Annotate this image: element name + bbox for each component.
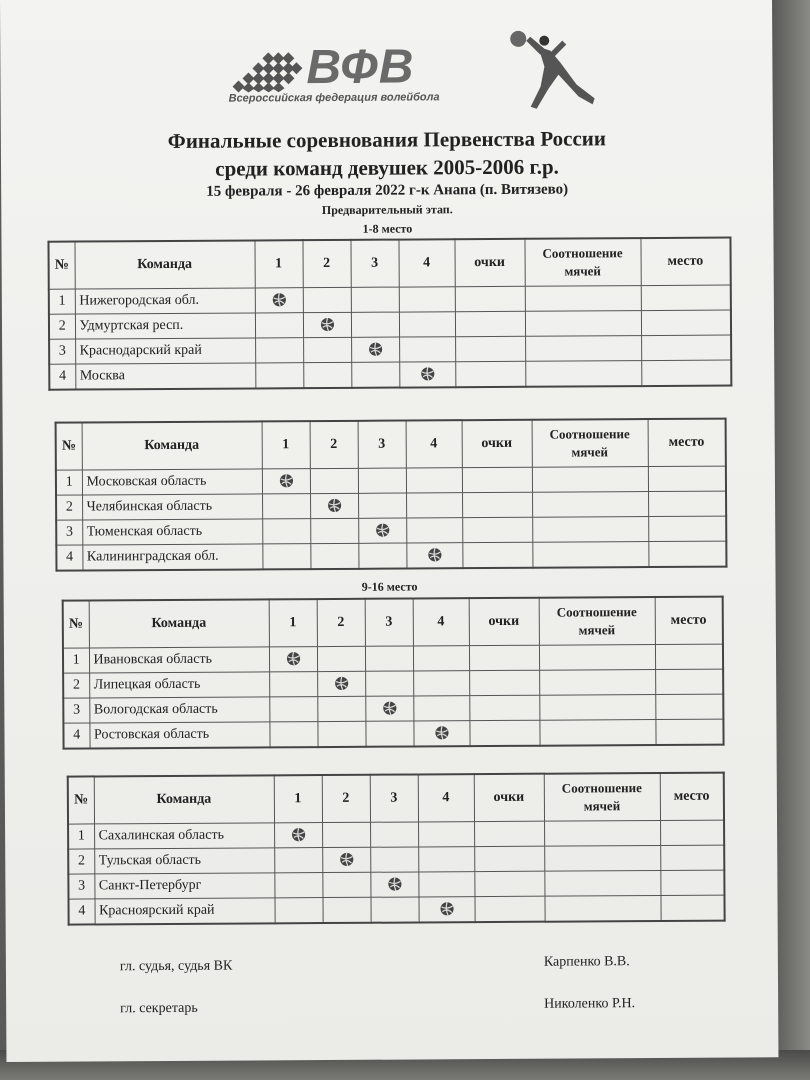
- header-row: [48, 238, 730, 290]
- self-match-cell: [413, 721, 469, 747]
- header-row: [63, 597, 723, 649]
- chief-secretary-role: гл. секретарь: [120, 1000, 198, 1017]
- col-ratio-header: [539, 597, 655, 645]
- place-cell: [648, 516, 726, 541]
- result-cell: [269, 672, 317, 697]
- result-cell: [351, 362, 399, 388]
- col-3-header: 3: [365, 598, 413, 646]
- team-number: 1: [49, 289, 75, 314]
- result-cell: [269, 697, 317, 722]
- col-points-header: очки: [462, 420, 532, 468]
- place-cell: [660, 845, 724, 870]
- team-number: 1: [63, 648, 89, 673]
- col-4-header: 4: [418, 774, 474, 822]
- ratio-cell: [532, 467, 648, 493]
- result-cell: [310, 518, 358, 543]
- place-cell: [655, 644, 723, 669]
- place-cell: [648, 491, 726, 516]
- team-number: 4: [68, 899, 94, 925]
- result-cell: [317, 696, 365, 721]
- team-name: Челябинская область: [82, 494, 262, 520]
- team-name: Тульская область: [94, 848, 274, 874]
- col-2-header: 2: [322, 775, 370, 823]
- result-cell: [322, 822, 370, 847]
- ratio-cell: [544, 820, 660, 846]
- col-2-header: 2: [302, 240, 350, 288]
- col-num-header: №: [63, 600, 89, 648]
- volleyball-icon: [439, 901, 454, 916]
- place-range-9-16: 9-16 место: [361, 579, 418, 594]
- ratio-cell: [525, 336, 641, 362]
- points-cell: [455, 361, 525, 387]
- ratio-line-1: Соотношение: [549, 426, 630, 442]
- place-cell: [660, 820, 724, 845]
- result-cell: [255, 313, 303, 338]
- result-cell: [370, 822, 418, 847]
- points-cell: [462, 517, 532, 542]
- col-2-header: 2: [310, 421, 358, 469]
- result-cell: [365, 721, 413, 747]
- place-range-1-8: 1-8 место: [362, 221, 413, 236]
- volleyball-icon: [285, 651, 300, 666]
- result-cell: [399, 312, 455, 337]
- result-cell: [413, 646, 469, 671]
- col-4-header: 4: [413, 598, 469, 646]
- result-cell: [269, 722, 317, 748]
- team-name: Санкт-Петербург: [94, 873, 274, 899]
- result-cell: [274, 898, 322, 924]
- result-cell: [274, 873, 322, 898]
- volleyball-icon: [420, 366, 435, 381]
- ratio-line-1: Соотношение: [556, 604, 637, 620]
- result-cell: [358, 468, 406, 493]
- col-points-header: очки: [469, 598, 539, 646]
- col-ratio-header: [544, 773, 660, 821]
- group-table: [62, 596, 725, 750]
- table-row: [68, 895, 724, 925]
- self-match-cell: [317, 671, 365, 696]
- ratio-line-2: мячей: [578, 622, 616, 638]
- team-number: 3: [68, 874, 94, 899]
- team-name: Москва: [75, 363, 255, 390]
- ratio-line-2: мячей: [571, 444, 609, 460]
- volleyball-icon: [375, 523, 390, 538]
- team-name: Тюменская область: [82, 519, 262, 545]
- dates-venue: 15 февраля - 26 февраля 2022 г-к Анапа (п. Витязево): [206, 181, 569, 200]
- result-cell: [262, 544, 310, 570]
- place-cell: [648, 541, 726, 567]
- result-cell: [317, 721, 365, 747]
- team-name: Удмуртская респ.: [75, 313, 255, 339]
- team-number: 3: [56, 520, 82, 545]
- col-team-header: Команда: [74, 240, 254, 289]
- ratio-cell: [544, 845, 660, 871]
- col-2-header: 2: [317, 599, 365, 647]
- points-cell: [462, 542, 532, 568]
- points-cell: [474, 846, 544, 871]
- result-cell: [413, 696, 469, 721]
- self-match-cell: [399, 362, 455, 388]
- points-cell: [462, 492, 532, 517]
- result-cell: [418, 822, 474, 847]
- ratio-line-1: Соотношение: [561, 780, 642, 796]
- result-cell: [322, 897, 370, 923]
- group-table: [47, 237, 732, 391]
- col-num-header: №: [56, 423, 82, 471]
- team-number: 1: [68, 824, 94, 849]
- chief-secretary-name: Николенко Р.Н.: [544, 996, 636, 1012]
- col-place-header: место: [660, 773, 724, 821]
- ratio-cell: [532, 542, 648, 568]
- place-cell: [641, 285, 731, 311]
- team-number: 1: [56, 470, 82, 495]
- team-number: 4: [56, 545, 82, 571]
- result-cell: [303, 287, 351, 312]
- team-number: 2: [68, 849, 94, 874]
- result-cell: [303, 362, 351, 388]
- volleyball-icon: [368, 342, 383, 357]
- col-1-header: 1: [262, 421, 310, 469]
- ratio-cell: [539, 695, 655, 721]
- col-team-header: Команда: [94, 775, 274, 824]
- chief-referee-role: гл. судья, судья ВК: [119, 958, 233, 975]
- team-number: 2: [49, 314, 75, 339]
- team-name: Ивановская область: [89, 647, 269, 673]
- points-cell: [469, 695, 539, 720]
- self-match-cell: [358, 518, 406, 543]
- result-cell: [317, 646, 365, 671]
- result-cell: [358, 493, 406, 518]
- table-row: [63, 719, 723, 749]
- group-table: [67, 772, 726, 926]
- volleyball-icon: [334, 676, 349, 691]
- self-match-cell: [322, 847, 370, 872]
- volleyball-icon: [278, 473, 293, 488]
- self-match-cell: [365, 696, 413, 721]
- result-cell: [255, 363, 303, 389]
- ratio-cell: [544, 895, 660, 921]
- col-place-header: место: [648, 419, 726, 467]
- ratio-cell: [544, 870, 660, 896]
- volleyball-icon: [327, 498, 342, 513]
- self-match-cell: [418, 897, 474, 923]
- col-team-header: Команда: [89, 599, 269, 648]
- ratio-cell: [532, 517, 648, 543]
- col-3-header: 3: [370, 774, 418, 822]
- ratio-cell: [525, 286, 641, 312]
- result-cell: [413, 671, 469, 696]
- title-line-2: среди команд девушек 2005-2006 г.р.: [215, 154, 559, 181]
- self-match-cell: [370, 872, 418, 897]
- team-name: Липецкая область: [89, 672, 269, 698]
- self-match-cell: [262, 469, 310, 494]
- table-row: [49, 360, 731, 390]
- col-1-header: 1: [269, 599, 317, 647]
- points-cell: [474, 821, 544, 846]
- ratio-cell: [539, 645, 655, 671]
- result-cell: [418, 872, 474, 897]
- vfv-logo: [222, 26, 603, 118]
- place-cell: [641, 310, 731, 336]
- team-name: Красноярский край: [94, 898, 274, 925]
- col-3-header: 3: [358, 421, 406, 469]
- group-table: [55, 418, 728, 572]
- team-name: Московская область: [82, 469, 262, 495]
- result-cell: [303, 337, 351, 362]
- team-name: Ростовская область: [89, 722, 269, 749]
- ratio-line-2: мячей: [564, 263, 601, 279]
- chief-referee-name: Карпенко В.В.: [543, 954, 630, 970]
- points-cell: [455, 286, 525, 311]
- result-cell: [310, 468, 358, 493]
- result-cell: [274, 848, 322, 873]
- place-cell: [641, 335, 731, 361]
- result-cell: [399, 287, 455, 312]
- team-number: 4: [63, 723, 89, 749]
- team-name: Вологодская область: [89, 697, 269, 723]
- place-cell: [655, 694, 723, 719]
- volleyball-icon: [387, 877, 402, 892]
- result-cell: [262, 519, 310, 544]
- result-cell: [418, 847, 474, 872]
- col-4-header: 4: [406, 420, 462, 468]
- col-place-header: место: [640, 238, 730, 286]
- col-3-header: 3: [350, 240, 398, 288]
- points-cell: [455, 336, 525, 361]
- header-row: [56, 419, 726, 471]
- points-cell: [469, 670, 539, 695]
- result-cell: [351, 287, 399, 312]
- self-match-cell: [274, 823, 322, 848]
- ratio-cell: [532, 492, 648, 518]
- team-number: 4: [49, 364, 75, 390]
- ratio-line-1: Соотношение: [542, 245, 623, 261]
- result-cell: [255, 338, 303, 363]
- team-number: 2: [56, 495, 82, 520]
- points-cell: [455, 311, 525, 336]
- place-cell: [660, 870, 724, 895]
- ratio-cell: [539, 720, 655, 746]
- col-num-header: №: [48, 242, 74, 290]
- points-cell: [469, 720, 539, 746]
- ratio-cell: [525, 311, 641, 337]
- self-match-cell: [303, 312, 351, 337]
- col-1-header: 1: [274, 775, 322, 823]
- self-match-cell: [406, 543, 462, 569]
- points-cell: [469, 645, 539, 670]
- result-cell: [406, 468, 462, 493]
- self-match-cell: [351, 337, 399, 362]
- volleyball-player-icon: [500, 26, 601, 117]
- team-name: Нижегородская обл.: [75, 288, 255, 314]
- result-cell: [406, 518, 462, 543]
- table-row: [56, 541, 726, 571]
- col-place-header: место: [655, 597, 723, 645]
- col-points-header: очки: [474, 774, 544, 822]
- col-num-header: №: [68, 776, 94, 824]
- result-cell: [370, 847, 418, 872]
- self-match-cell: [310, 493, 358, 518]
- team-name: Краснодарский край: [75, 338, 255, 364]
- result-cell: [365, 646, 413, 671]
- place-cell: [655, 669, 723, 694]
- place-cell: [648, 466, 726, 491]
- points-cell: [474, 896, 544, 922]
- team-number: 3: [63, 698, 89, 723]
- result-cell: [351, 312, 399, 337]
- ratio-cell: [525, 361, 641, 387]
- result-cell: [370, 897, 418, 923]
- volleyball-icon: [434, 725, 449, 740]
- col-4-header: 4: [398, 239, 454, 287]
- volleyball-icon: [382, 701, 397, 716]
- result-cell: [322, 872, 370, 897]
- ratio-cell: [539, 670, 655, 696]
- header-row: [68, 773, 724, 825]
- col-1-header: 1: [254, 240, 302, 288]
- points-cell: [474, 871, 544, 896]
- self-match-cell: [269, 647, 317, 672]
- result-cell: [365, 671, 413, 696]
- title-line-1: Финальные соревнования Первенства России: [167, 126, 607, 153]
- logo-abbreviation: ВФВ: [306, 40, 415, 95]
- volleyball-icon: [339, 852, 354, 867]
- volleyball-icon: [319, 317, 334, 332]
- col-ratio-header: [524, 238, 640, 286]
- points-cell: [462, 467, 532, 492]
- result-cell: [262, 494, 310, 519]
- team-number: 2: [63, 673, 89, 698]
- col-ratio-header: [532, 419, 648, 467]
- team-name: Сахалинская область: [94, 823, 274, 849]
- place-cell: [660, 895, 724, 921]
- result-cell: [406, 493, 462, 518]
- diamond-grid-icon: [228, 50, 302, 92]
- result-cell: [310, 543, 358, 569]
- result-cell: [399, 337, 455, 362]
- place-cell: [641, 360, 731, 386]
- team-name: Калининградская обл.: [82, 544, 262, 571]
- place-cell: [655, 719, 723, 745]
- logo-subtitle: Всероссийская федерация волейбола: [228, 91, 440, 105]
- col-points-header: очки: [454, 239, 524, 287]
- self-match-cell: [255, 288, 303, 313]
- volleyball-icon: [291, 827, 306, 842]
- result-cell: [358, 543, 406, 569]
- volleyball-icon: [271, 292, 286, 307]
- col-team-header: Команда: [82, 421, 262, 470]
- ratio-line-2: мячей: [583, 798, 621, 814]
- team-number: 3: [49, 339, 75, 364]
- volleyball-icon: [427, 547, 442, 562]
- stage-label: Предварительный этап.: [321, 202, 453, 218]
